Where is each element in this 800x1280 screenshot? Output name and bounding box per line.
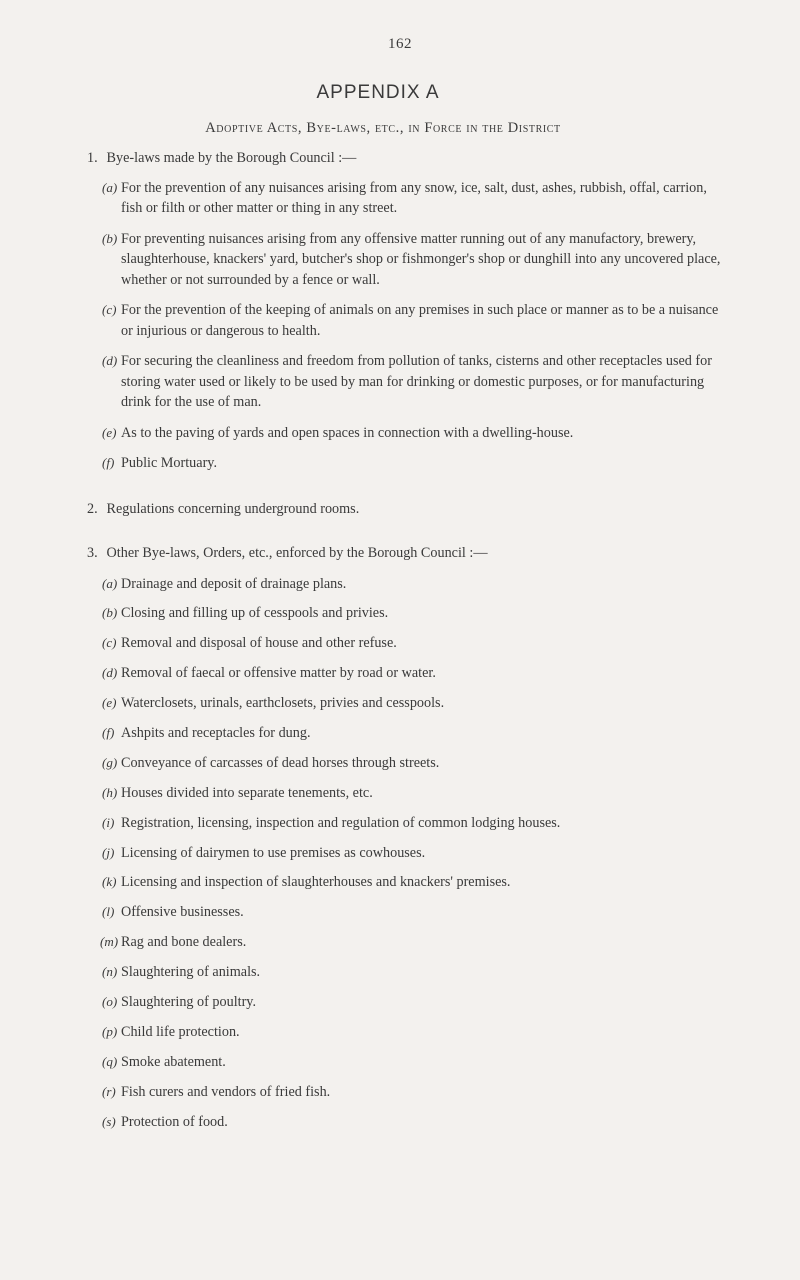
item-text: For securing the cleanliness and freedom from pollution of tanks, cisterns and other receptacles used for storing water used or likely to be used by man for drinking or domestic purposes, or for manufacturing drink for the use of man. <box>121 353 712 410</box>
item-text: Ashpits and receptacles for dung. <box>121 724 311 741</box>
list-item <box>87 603 727 624</box>
list-item <box>87 753 727 774</box>
item-label: (c) <box>102 302 117 317</box>
item-text: Removal and disposal of house and other refuse. <box>121 635 397 652</box>
item-label: (b) <box>102 230 118 246</box>
section-heading <box>87 499 727 520</box>
item-text: Smoke abatement. <box>121 1053 226 1070</box>
item-text: Drainage and deposit of drainage plans. <box>121 575 347 592</box>
item-label: (h) <box>102 784 118 800</box>
item-text: Removal of faecal or offensive matter by road or water. <box>121 665 436 682</box>
section-number: 1. <box>87 150 98 166</box>
list-item <box>87 178 727 219</box>
section-number: 2. <box>87 500 98 517</box>
item-label: (a) <box>102 179 118 195</box>
item-text: Offensive businesses. <box>121 904 244 921</box>
item-label: (b) <box>102 605 118 621</box>
item-text: Protection of food. <box>121 1113 228 1130</box>
item-text: Conveyance of carcasses of dead horses through streets. <box>121 754 440 771</box>
appendix-title: APPENDIX A <box>316 82 440 103</box>
item-text: Licensing of dairymen to use premises as cowhouses. <box>121 844 426 861</box>
page-number: 162 <box>388 36 412 52</box>
item-text: Public Mortuary. <box>121 455 218 471</box>
item-text: Child life protection. <box>121 1023 240 1040</box>
item-label: (c) <box>102 635 117 651</box>
item-label: (p) <box>102 1023 118 1039</box>
item-label: (a) <box>102 575 118 591</box>
section-heading-text: Regulations concerning underground rooms. <box>106 500 360 517</box>
list-item <box>87 902 727 923</box>
list-item <box>87 783 727 804</box>
item-text: Registration, licensing, inspection and regulation of common lodging houses. <box>121 814 561 831</box>
item-label: (i) <box>102 814 115 830</box>
item-text: Waterclosets, urinals, earthclosets, privies and cesspools. <box>121 695 445 712</box>
list-item <box>87 229 727 291</box>
item-label: (j) <box>102 844 115 860</box>
list-item <box>87 574 727 595</box>
list-item <box>87 1022 727 1043</box>
list-item <box>87 453 727 474</box>
item-label: (e) <box>102 424 117 440</box>
list-item <box>87 663 727 684</box>
appendix-subtitle: Adoptive Acts, Bye-laws, etc., in Force in the District <box>205 120 561 136</box>
list-item <box>87 693 727 714</box>
item-text: Licensing and inspection of slaughterhouses and knackers' premises. <box>121 874 511 891</box>
list-item <box>87 1052 727 1073</box>
item-text: As to the paving of yards and open spaces in connection with a dwelling-house. <box>121 424 574 441</box>
list-item <box>87 843 727 864</box>
item-label: (m) <box>100 934 119 950</box>
item-text: Fish curers and vendors of fried fish. <box>121 1083 331 1100</box>
list-item <box>87 351 727 413</box>
section-heading-text: Other Bye-laws, Orders, etc., enforced by the Borough Council :— <box>106 545 488 561</box>
item-text: For the prevention of any nuisances arising from any snow, ice, salt, dust, ashes, rubbish, offal, carrion, fish or filth or other matter or thing in any street. <box>121 179 707 216</box>
list-item <box>87 932 727 953</box>
item-label: (l) <box>102 904 115 920</box>
item-text: For preventing nuisances arising from any offensive matter running out of any manufactory, brewery, slaughterhouse, knackers' yard, butcher's shop or fishmonger's shop or dunghill into any uncovered place, whether or not surrounded by a fence or wall. <box>121 230 721 288</box>
item-label: (f) <box>102 455 115 470</box>
item-label: (o) <box>102 993 118 1009</box>
item-text: Closing and filling up of cesspools and privies. <box>121 605 389 622</box>
item-label: (g) <box>102 754 118 770</box>
list-item <box>87 723 727 744</box>
list-item <box>87 813 727 834</box>
section-number: 3. <box>87 545 98 561</box>
list-item <box>87 300 727 341</box>
item-text: Houses divided into separate tenements, etc. <box>121 784 373 801</box>
item-text: Slaughtering of animals. <box>121 964 261 981</box>
list-item <box>87 1112 727 1133</box>
item-text: Slaughtering of poultry. <box>121 993 257 1010</box>
item-label: (k) <box>102 874 117 890</box>
list-item <box>87 872 727 893</box>
section-regulations <box>87 499 727 520</box>
section-heading-text: Bye-laws made by the Borough Council :— <box>106 150 357 166</box>
item-text: Rag and bone dealers. <box>121 934 247 951</box>
item-label: (d) <box>102 353 118 368</box>
document-body <box>87 148 727 1132</box>
item-label: (n) <box>102 964 118 980</box>
item-label: (e) <box>102 695 117 711</box>
item-label: (f) <box>102 724 115 740</box>
item-label: (q) <box>102 1053 118 1069</box>
item-text: For the prevention of the keeping of animals on any premises in such place or manner as to be a nuisance or injurious or dangerous to health. <box>121 302 719 339</box>
section-other-bye-laws <box>87 543 727 1132</box>
list-item <box>87 962 727 983</box>
item-label: (d) <box>102 665 118 681</box>
list-item <box>87 992 727 1013</box>
section-heading <box>87 543 727 564</box>
list-item <box>87 1082 727 1103</box>
section-heading <box>87 148 727 169</box>
list-item <box>87 423 727 444</box>
item-label: (r) <box>102 1083 116 1099</box>
list-item <box>87 633 727 654</box>
section-bye-laws <box>87 148 727 474</box>
item-label: (s) <box>102 1113 116 1129</box>
